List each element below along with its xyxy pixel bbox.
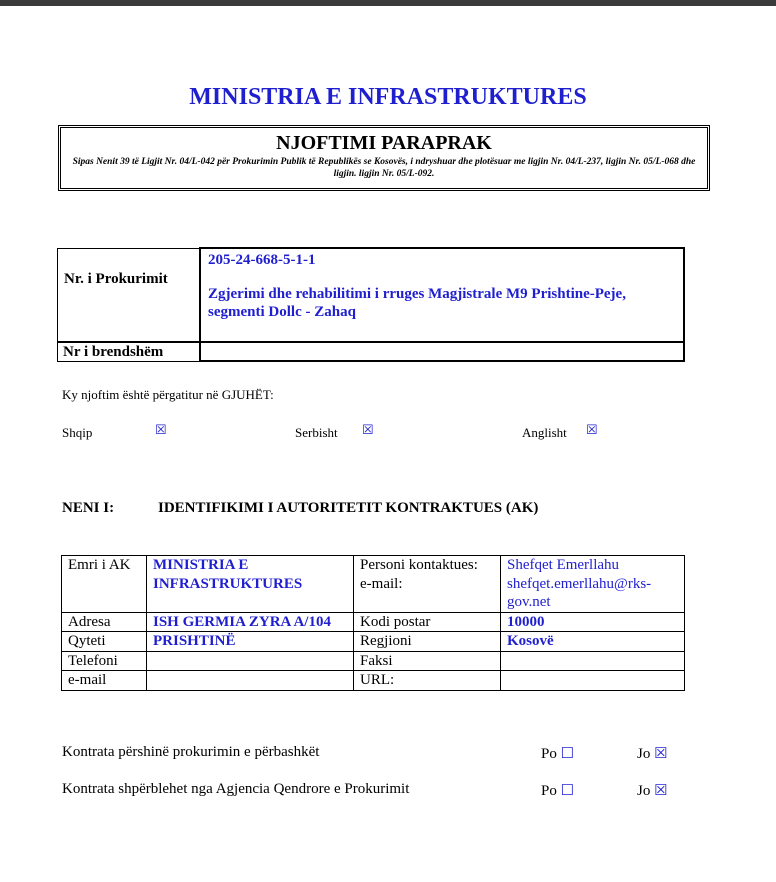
ministry-title: MINISTRIA E INFRASTRUKTURES bbox=[189, 84, 587, 110]
language-label-serbisht: Serbisht bbox=[295, 425, 338, 440]
joint-procurement-question: Kontrata përshinë prokurimin e përbashkët bbox=[62, 744, 320, 760]
fax-label: Faksi bbox=[354, 651, 501, 671]
contact-person-name: Shefqet Emerllahu bbox=[507, 557, 620, 573]
procurement-table bbox=[57, 247, 685, 362]
viewer-top-bar bbox=[0, 0, 776, 6]
section-title: IDENTIFIKIMI I AUTORITETIT KONTRAKTUES (AK) bbox=[158, 500, 539, 516]
procurement-number: 205-24-668-5-1-1 bbox=[208, 252, 316, 268]
url-value bbox=[501, 671, 685, 691]
checkbox-serbisht[interactable]: ☒ bbox=[362, 422, 374, 437]
region-label: Regjioni bbox=[354, 632, 501, 652]
po-label: Po bbox=[541, 746, 557, 762]
language-label-shqip: Shqip bbox=[62, 425, 93, 440]
notice-header-box bbox=[58, 125, 710, 191]
language-label-anglisht: Anglisht bbox=[522, 425, 567, 440]
email-value bbox=[147, 671, 354, 691]
contact-person-label: Personi kontaktues: bbox=[360, 557, 478, 573]
contact-email-label: e-mail: bbox=[360, 575, 403, 592]
ak-name-label: Emri i AK bbox=[62, 556, 147, 613]
ak-name-value: MINISTRIA E INFRASTRUKTURES bbox=[147, 556, 354, 613]
region-value: Kosovë bbox=[501, 632, 685, 652]
central-agency-jo bbox=[637, 781, 668, 800]
languages-intro: Ky njoftim është përgatitur në GJUHËT: bbox=[62, 387, 274, 402]
checkbox-anglisht[interactable]: ☒ bbox=[586, 422, 598, 437]
contracting-authority-table bbox=[61, 555, 685, 691]
postal-code-label: Kodi postar bbox=[354, 612, 501, 632]
jo-checkbox[interactable]: ☒ bbox=[654, 783, 668, 799]
contact-labels bbox=[354, 556, 501, 613]
section-number: NENI I: bbox=[62, 500, 115, 516]
po-checkbox[interactable]: ☐ bbox=[560, 746, 575, 762]
address-value: ISH GERMIA ZYRA A/104 bbox=[147, 612, 354, 632]
internal-number-label: Nr i brendshëm bbox=[58, 342, 201, 362]
address-label: Adresa bbox=[62, 612, 147, 632]
contact-values bbox=[501, 556, 685, 613]
po-label: Po bbox=[541, 783, 557, 799]
procurement-title: Zgjerimi dhe rehabilitimi i rruges Magjistrale M9 Prishtine-Peje, segmenti Dollc - Zahaq bbox=[208, 286, 626, 320]
city-value: PRISHTINË bbox=[147, 632, 354, 652]
internal-number-value bbox=[200, 342, 684, 362]
phone-value bbox=[147, 651, 354, 671]
city-label: Qyteti bbox=[62, 632, 147, 652]
legal-basis-text: Sipas Nenit 39 të Ligjit Nr. 04/L-042 për Prokurimin Publik të Republikës se Kosovës, i ndryshuar dhe plotësuar me ligjin Nr. 04/L-237, ligjin Nr. 05/L-068 dhe ligjin. ligjin Nr. 05/L-092. bbox=[72, 157, 696, 179]
checkbox-shqip[interactable]: ☒ bbox=[155, 422, 167, 437]
jo-label: Jo bbox=[637, 783, 651, 799]
postal-code-value: 10000 bbox=[501, 612, 685, 632]
central-agency-po bbox=[541, 781, 574, 800]
procurement-value-cell bbox=[200, 248, 684, 342]
url-label: URL: bbox=[354, 671, 501, 691]
phone-label: Telefoni bbox=[62, 651, 147, 671]
email-label: e-mail bbox=[62, 671, 147, 691]
central-agency-question: Kontrata shpërblehet nga Agjencia Qendrore e Prokurimit bbox=[62, 781, 410, 797]
contact-email[interactable]: shefqet.emerllahu@rks-gov.net bbox=[507, 575, 652, 610]
procurement-number-label: Nr. i Prokurimit bbox=[58, 248, 201, 342]
jo-label: Jo bbox=[637, 746, 651, 762]
po-checkbox[interactable]: ☐ bbox=[560, 783, 575, 799]
notice-title: NJOFTIMI PARAPRAK bbox=[276, 132, 492, 154]
joint-procurement-po bbox=[541, 744, 574, 763]
jo-checkbox[interactable]: ☒ bbox=[654, 746, 668, 762]
fax-value bbox=[501, 651, 685, 671]
joint-procurement-jo bbox=[637, 744, 668, 763]
